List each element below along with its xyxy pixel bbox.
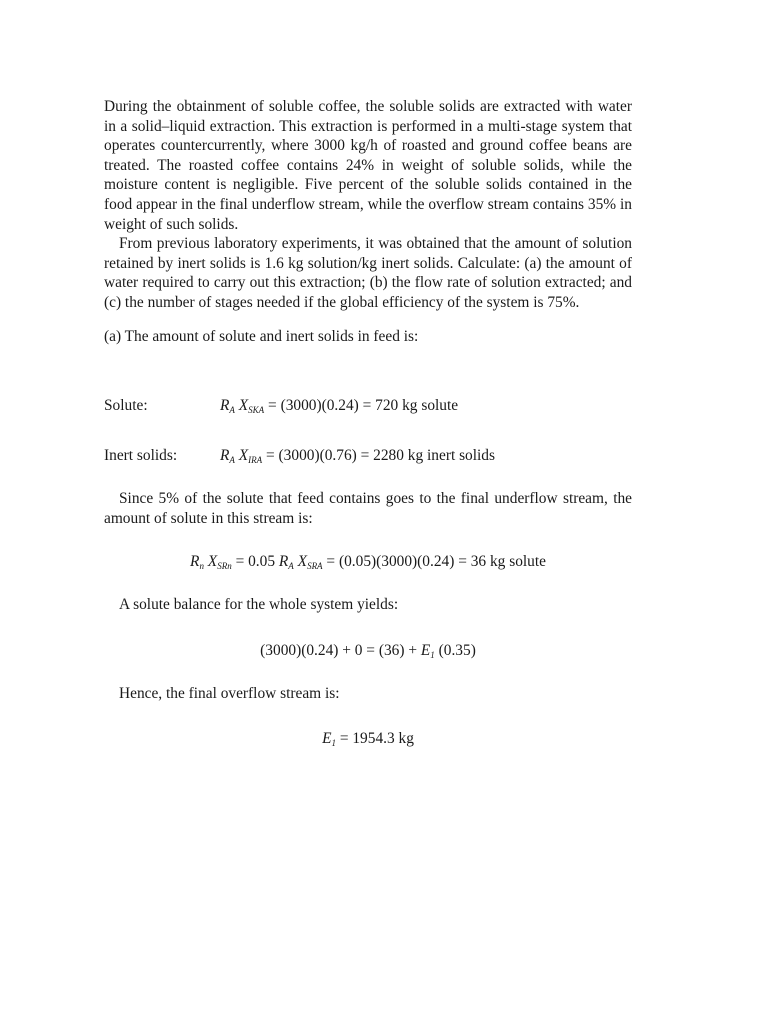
balance-text: A solute balance for the whole system yields:: [119, 596, 399, 613]
part-a-intro: (a) The amount of solute and inert solids in feed is:: [104, 327, 419, 345]
final-overflow-equation: $E_1 = 1954.3$ kg: [322, 730, 414, 748]
underflow-equation: $R_n$ $X_{SRn} = 0.05$ $R_A$ $X_{SRA} = (0.05)(3000)(0.24) = 36$ kg solute: [190, 553, 546, 571]
inert-label: Inert solids:: [104, 447, 178, 464]
inert-equation: $R_A$ $X_{IRA} = (3000)(0.76) = 2280$ kg inert solids: [220, 447, 495, 465]
problem-paragraph-2: From previous laboratory experiments, it was obtained that the amount of solution retained by inert solids is 1.6 kg solution/kg inert solids. Calculate: (a) the amount of water required to carry out this extraction; (b) the flow rate of solution extracted; and (c) the number of stages needed if the global efficiency of the system is 75%.: [104, 235, 632, 311]
problem-paragraph-1: During the obtainment of soluble coffee, the soluble solids are extracted with water in a solid–liquid extraction. This extraction is performed in a multi-stage system that operates countercurrently, where 3000 kg/h of roasted and ground coffee beans are treated. The roasted coffee contains 24% in weight of soluble solids, while the moisture content is negligible. Five percent of the soluble solids contained in the food appear in the final underflow stream, while the overflow stream contains 35% in weight of such solids.: [104, 98, 632, 233]
page-content: [104, 97, 632, 346]
solute-equation: $R_A$ $X_{SKA} = (3000)(0.24) = 720$ kg solute: [220, 397, 459, 415]
since-paragraph: Since 5% of the solute that feed contains goes to the final underflow stream, the amount of solute in this stream is:: [104, 490, 632, 527]
solute-label: Solute:: [104, 397, 148, 414]
balance-equation: $(3000)(0.24) + 0 = (36) + E_1$ (0.35): [260, 642, 476, 660]
hence-text: Hence, the final overflow stream is:: [119, 685, 340, 702]
